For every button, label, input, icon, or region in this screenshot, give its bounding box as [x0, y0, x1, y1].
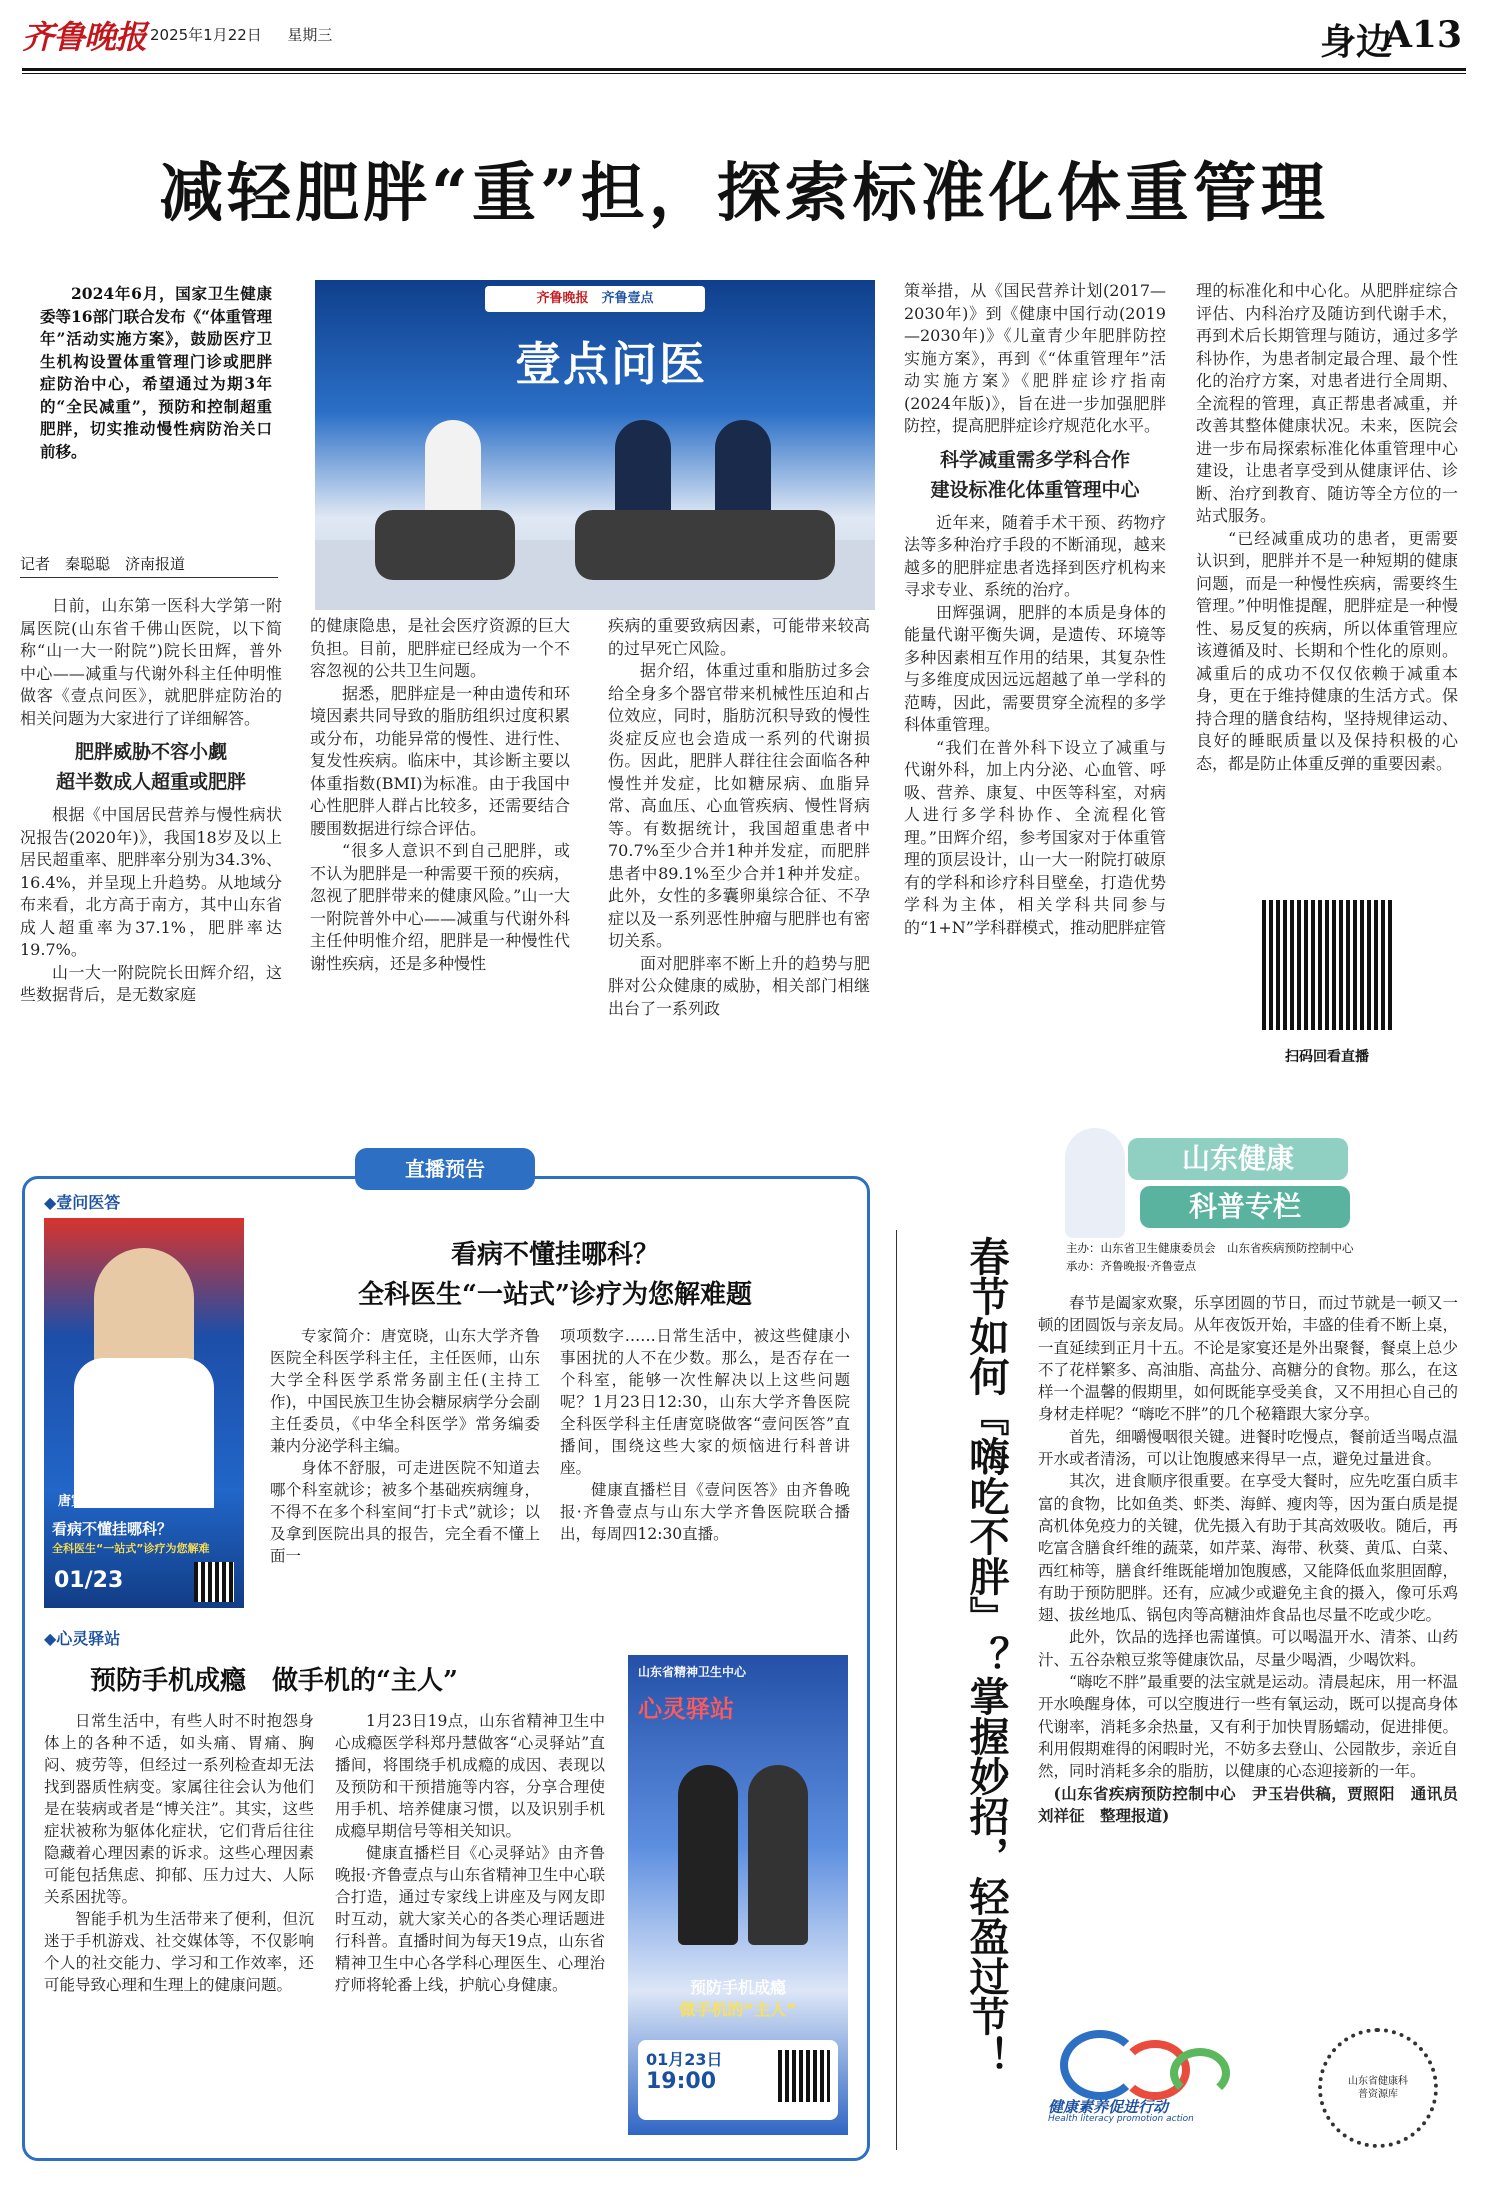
paragraph: 面对肥胖率不断上升的趋势与肥胖对公众健康的威胁，相关部门相继出台了一系列政: [608, 953, 870, 1018]
article-column-1: [20, 595, 282, 1007]
poster-title: 看病不懂挂哪科？: [52, 1520, 173, 1538]
poster-show-title: 心灵驿站: [638, 1694, 734, 1723]
paragraph: 身体不舒服，可走进医院不知道去哪个科室就诊；被多个基础疾病缠身，不得不在多个科室间“打卡式”就诊；以及拿到医院出具的报告，完全看不懂上面一: [270, 1459, 540, 1565]
kepu-vertical-title: 春节如何『嗨吃不胖』？掌握妙招，轻盈过节！: [963, 1236, 1010, 2076]
poster-sub-2: 做手机的“主人”: [679, 2000, 797, 2019]
kepu-title-1: 山东健康: [1128, 1138, 1348, 1180]
poster-date: 01/23: [54, 1568, 124, 1593]
kepu-body: [1038, 1292, 1474, 1827]
paragraph: “很多人意识不到自己肥胖，或不认为肥胖是一种需要干预的疾病，忽视了肥胖带来的健康风险。”山一大一附院普外中心——减重与代谢外科主任仲明惟介绍，肥胖是一种慢性代谢性疾病，还是多种慢性: [310, 841, 570, 973]
paragraph: 山一大一附院院长田辉介绍，这些数据背后，是无数家庭: [20, 962, 282, 1004]
paragraph: 的健康隐患，是社会医疗资源的巨大负担。目前，肥胖症已经成为一个不容忽视的公共卫生问题。: [310, 616, 570, 680]
paragraph: 近年来，随着手术干预、药物疗法等多种治疗手段的不断涌现，越来越多的肥胖症患者选择到医疗机构来寻求专业、系统的治疗。: [904, 512, 1166, 599]
doctor-coat: [74, 1358, 214, 1508]
paragraph: 春节是阖家欢聚，乐享团圆的节日，而过节就是一顿又一顿的团圆饭与亲友局。从年夜饭开始，丰盛的佳肴不断上桌，一直延续到正月十五。不论是家宴还是外出聚餐，餐桌上总少不了花样繁多、高油脂、高盐分、高糖分的食物。那么，在这样一个温馨的假期里，如何既能享受美食，又不用担心自己的身材走样呢？“嗨吃不胖”的几个秘籍跟大家分享。: [1038, 1294, 1458, 1424]
paragraph: 田辉强调，肥胖的本质是身体的能量代谢平衡失调，是遗传、环境等多种因素相互作用的结果，其复杂性与多维度成因远远超越了单一学科的范畴，因此，需要贯穿全流程的多学科体重管理。: [904, 602, 1166, 734]
article-column-4: [904, 280, 1166, 939]
seal-text: 山东省健康科普资源库: [1348, 2076, 1408, 2100]
xinling-column-2: [335, 1710, 605, 1996]
health-literacy-logo: [1040, 2030, 1280, 2124]
replay-qr-code[interactable]: [1262, 900, 1392, 1030]
doctor-illustration: [1065, 1128, 1125, 1238]
date-text: 2025年1月22日: [150, 26, 262, 44]
photo-banner: [485, 286, 705, 312]
page-header: [0, 0, 1488, 70]
paragraph: 健康直播栏目《心灵驿站》由齐鲁晚报·齐鲁壹点与山东省精神卫生中心联合打造，通过专家线上讲座及与网友即时互动，就大家关心的各类心理话题进行科普。直播时间为每天19点，山东省精神卫生中心各学科心理医生、心理治疗师将轮番上线，护航心身健康。: [335, 1844, 605, 1994]
header-rule-thin: [22, 73, 1466, 74]
lead-paragraph: [40, 283, 272, 463]
paragraph: 1月23日19点，山东省精神卫生中心成瘾医学科郑丹慧做客“心灵驿站”直播间，将围绕手机成瘾的成因、表现以及预防和干预措施等内容，分享合理使用手机、培养健康习惯，以及识别手机成瘾早期信号等相关知识。: [335, 1712, 605, 1840]
headline-line-1: 看病不懂挂哪科？: [450, 1240, 659, 1270]
poster-time: 19:00: [646, 2069, 717, 2094]
paragraph: 此外，饮品的选择也需谨慎。可以喝温开水、清茶、山药汁、五谷杂粮豆浆等健康饮品，尽量少喝酒，少喝饮料。: [1038, 1628, 1458, 1669]
header-rule: [22, 68, 1466, 71]
banner-app: 齐鲁壹点: [601, 291, 654, 306]
poster-qr-code[interactable]: [778, 2050, 830, 2102]
paragraph: 据悉，肥胖症是一种由遗传和环境因素共同导致的脂肪组织过度积累或分布，功能异常的慢性、进行性、复发性疾病。临床中，其诊断主要以体重指数(BMI)为标准。由于我国中心性肥胖人群占比较多，还需要结合腰围数据进行综合评估。: [310, 683, 570, 838]
studio-photo: [315, 280, 875, 610]
kepu-divider: [896, 1230, 897, 2150]
logo-text-en: Health literacy promotion action: [1048, 2114, 1194, 2124]
poster-sub-1: 预防手机成瘾: [689, 1978, 786, 1997]
kepu-credit: (山东省疾病预防控制中心 尹玉岩供稿，贾照阳 通讯员 刘祥征 整理报道): [1038, 1783, 1474, 1825]
section-name: 身边: [1319, 21, 1392, 63]
xinling-headline: 预防手机成瘾 做手机的“主人”: [90, 1666, 458, 1696]
guest-figure-left: [678, 1765, 738, 1945]
live-preview-tab: 直播预告: [355, 1148, 535, 1190]
kepu-organizer: 承办：齐鲁晚报·齐鲁壹点: [1066, 1259, 1197, 1273]
paragraph: 专家简介：唐宽晓，山东大学齐鲁医院全科医学科主任，主任医师，山东大学全科医学系常务副主任(主持工作)，中国民族卫生协会糖尿病学分会副主任委员，《中华全科医学》常务编委兼内分泌学科主编。: [270, 1327, 540, 1455]
paragraph: 智能手机为生活带来了便利，但沉迷于手机游戏、社交媒体等，不仅影响个人的社交能力、学习和工作效率，还可能导致心理和生理上的健康问题。: [44, 1910, 314, 1994]
article-column-5: [1196, 280, 1458, 775]
poster-subtitle: 全科医生“一站式”诊疗为您解难: [52, 1542, 210, 1555]
article-column-3: [608, 615, 870, 1020]
headline-line-2: 全科医生“一站式”诊疗为您解难题: [358, 1280, 752, 1310]
subheading: 肥胖威胁不容小觑: [74, 741, 227, 763]
sofa-left: [375, 510, 515, 580]
subheading: 建设标准化体重管理中心: [930, 478, 1140, 501]
paragraph: 健康直播栏目《壹问医答》由齐鲁晚报·齐鲁壹点与山东大学齐鲁医院联合播出，每周四12:30直播。: [560, 1481, 850, 1543]
kepu-title-2: 科普专栏: [1140, 1186, 1350, 1228]
sofa-right: [575, 510, 835, 580]
paragraph: 项项数字……日常生活中，被这些健康小事困扰的人不在少数。那么，是否存在一个科室，能够一次性解决以上这些问题呢？1月23日12:30，山东大学齐鲁医院全科医学科主任唐宽晓做客“壹问医答”直播间，围绕这些大家的烦恼进行科普讲座。: [560, 1327, 850, 1477]
paragraph: 疾病的重要致病因素，可能带来较高的过早死亡风险。: [608, 616, 870, 658]
xinling-column-1: [44, 1710, 314, 1996]
poster-qr-code[interactable]: [194, 1562, 234, 1602]
subheading: 科学减重需多学科合作: [939, 448, 1130, 471]
paragraph: 策举措，从《国民营养计划(2017—2030年)》到《健康中国行动(2019—2030年)》《儿童青少年肥胖防控实施方案》，再到《“体重管理年”活动实施方案》《肥胖症诊疗指南(2024年版)》，旨在进一步加强肥胖防控，提高肥胖症诊疗规范化水平。: [904, 281, 1166, 435]
paragraph: “已经减重成功的患者，更需要认识到，肥胖并不是一种短期的健康问题，而是一种慢性疾病，需要终生管理。”仲明惟提醒，肥胖症是一种慢性、易反复的疾病，所以体重管理应该遵循及时、长期和个性化的原则。减重后的成功不仅仅依赖于减重本身，更在于维持健康的生活方式。保持合理的膳食结构，坚持规律运动、良好的睡眠质量以及保持积极的心态，都是防止体重反弹的重要因素。: [1196, 528, 1458, 773]
paragraph: 日前，山东第一医科大学第一附属医院(山东省千佛山医院，以下简称“山一大一附院”)院长田辉，普外中心——减重与代谢外科主任仲明惟做客《壹点问医》，就肥胖症防治的相关问题为大家进行了详细解答。: [20, 596, 282, 728]
photo-show-title: 壹点问医: [515, 337, 707, 391]
section-label-xinling: ◆心灵驿站: [44, 1629, 121, 1648]
yiwen-headline: [270, 1235, 840, 1315]
poster-org: 山东省精神卫生中心: [638, 1665, 747, 1679]
poster-doctor-name: 唐宽晓: [58, 1494, 98, 1509]
poster-date: 01月23日: [646, 2050, 723, 2069]
resource-seal: [1318, 2028, 1438, 2148]
paragraph: 其次，进食顺序很重要。在享受大餐时，应先吃蛋白质丰富的食物，比如鱼类、虾类、海鲜、瘦肉等，因为蛋白质是提高机体免疫力的关键，优先摄入有助于其高效吸收。随后，再吃富含膳食纤维的蔬菜，如芹菜、海带、秋葵、黄瓜、白菜、西红柿等，膳食纤维既能增加饱腹感，又能降低血浆胆固醇，有助于预防肥胖。还有，应减少或避免主食的摄入，像可乐鸡翅、拔丝地瓜、锅包肉等高糖油炸食品也尽量不吃或少吃。: [1038, 1472, 1458, 1625]
kepu-host: 主办：山东省卫生健康委员会 山东省疾病预防控制中心: [1066, 1241, 1354, 1255]
paragraph: “嗨吃不胖”最重要的法宝就是运动。清晨起床，用一杯温开水唤醒身体，可以空腹进行一些有氧运动，既可以提高身体代谢率，消耗多余热量，又有利于加快胃肠蠕动，促进排便。利用假期难得的闲暇时光，不妨多去登山、公园散步，亲近自然，同时消耗多余的脂肪，以健康的心态迎接新的一年。: [1038, 1673, 1458, 1781]
lead-text: 2024年6月，国家卫生健康委等16部门联合发布《“体重管理年”活动实施方案》，鼓励医疗卫生机构设置体重管理门诊或肥胖症防治中心，希望通过为期3年的“全民减重”，预防和控制超重肥胖，切实推动慢性病防治关口前移。: [40, 284, 272, 461]
paragraph: 理的标准化和中心化。从肥胖症综合评估、内科治疗及随访到代谢手术，再到术后长期管理与随访，通过多学科协作，为患者制定最合理、最个性化的治疗方案，对患者进行全周期、全流程的管理，真正帮患者减重，并改善其整体健康状况。未来，医院会进一步布局探索标准化体重管理中心建设，让患者享受到从健康评估、诊断、治疗到教育、随访等全方位的一站式服务。: [1196, 281, 1458, 525]
yiwen-poster: [44, 1218, 244, 1608]
main-headline: 减轻肥胖“重”担，探索标准化体重管理: [159, 156, 1329, 231]
guest-figure-right: [748, 1765, 808, 1945]
paragraph: 根据《中国居民营养与慢性病状况报告(2020年)》，我国18岁及以上居民超重率、肥胖率分别为34.3%、16.4%，并呈现上升趋势。从地域分布来看，北方高于南方，其中山东省成人超重率为37.1%，肥胖率达19.7%。: [20, 805, 282, 959]
article-column-2: [310, 615, 570, 975]
yiwen-column-1: [270, 1325, 540, 1567]
yiwen-column-2: [560, 1325, 850, 1545]
logo-ring-green: [1170, 2048, 1230, 2098]
subheading: 超半数成人超重或肥胖: [55, 771, 246, 793]
newspaper-logo: 齐鲁晚报: [22, 18, 147, 56]
weekday-text: 星期三: [287, 26, 333, 44]
issue-date: [150, 24, 332, 45]
paragraph: “我们在普外科下设立了减重与代谢外科，加上内分泌、心血管、呼吸、营养、康复、中医等科室，对病人进行多学科协作、全流程化管理。”田辉介绍，参考国家对于体重管理的顶层设计，山一大一附院打破原有的学科和诊疗科目壁垒，打造优势学科为主体，相关学科共同参与的“1+N”学科群模式，推动肥胖症管: [904, 737, 1166, 937]
paragraph: 首先，细嚼慢咽很关键。进餐时吃慢点，餐前适当喝点温开水或者清汤，可以让饱腹感来得早一点，避免过量进食。: [1038, 1427, 1458, 1469]
byline: 记者 秦聪聪 济南报道: [20, 553, 278, 578]
page-number: A13: [1383, 14, 1462, 56]
banner-brand: 齐鲁晚报: [536, 291, 589, 306]
qr-caption: 扫码回看直播: [1285, 1049, 1369, 1065]
paragraph: 日常生活中，有些人时不时抱怨身体上的各种不适，如头痛、胃痛、胸闷、疲劳等，但经过一系列检查却无法找到器质性病变。家属往往会认为他们是在装病或者是“博关注”。其实，这些症状被称为躯体化症状，它们背后往往隐藏着心理因素的诉求。这些心理因素可能包括焦虑、抑郁、压力过大、人际关系困扰等。: [44, 1712, 314, 1906]
section-label-yiwen: ◆壹问医答: [44, 1193, 121, 1212]
xinling-poster: [628, 1655, 848, 2135]
logo-text: 健康素养促进行动: [1048, 2098, 1169, 2116]
paragraph: 据介绍，体重过重和脂肪过多会给全身多个器官带来机械性压迫和占位效应，同时，脂肪沉积导致的慢性炎症反应也会造成一系列的代谢损伤。因此，肥胖人群往往会面临各种慢性并发症，比如糖尿病、血脂异常、高血压、心血管疾病、慢性肾病等。有数据统计，我国超重患者中70.7%至少合并1种并发症，而肥胖患者中89.1%至少合并1种并发症。此外，女性的多囊卵巢综合征、不孕症以及一系列恶性肿瘤与肥胖也有密切关系。: [608, 661, 870, 950]
